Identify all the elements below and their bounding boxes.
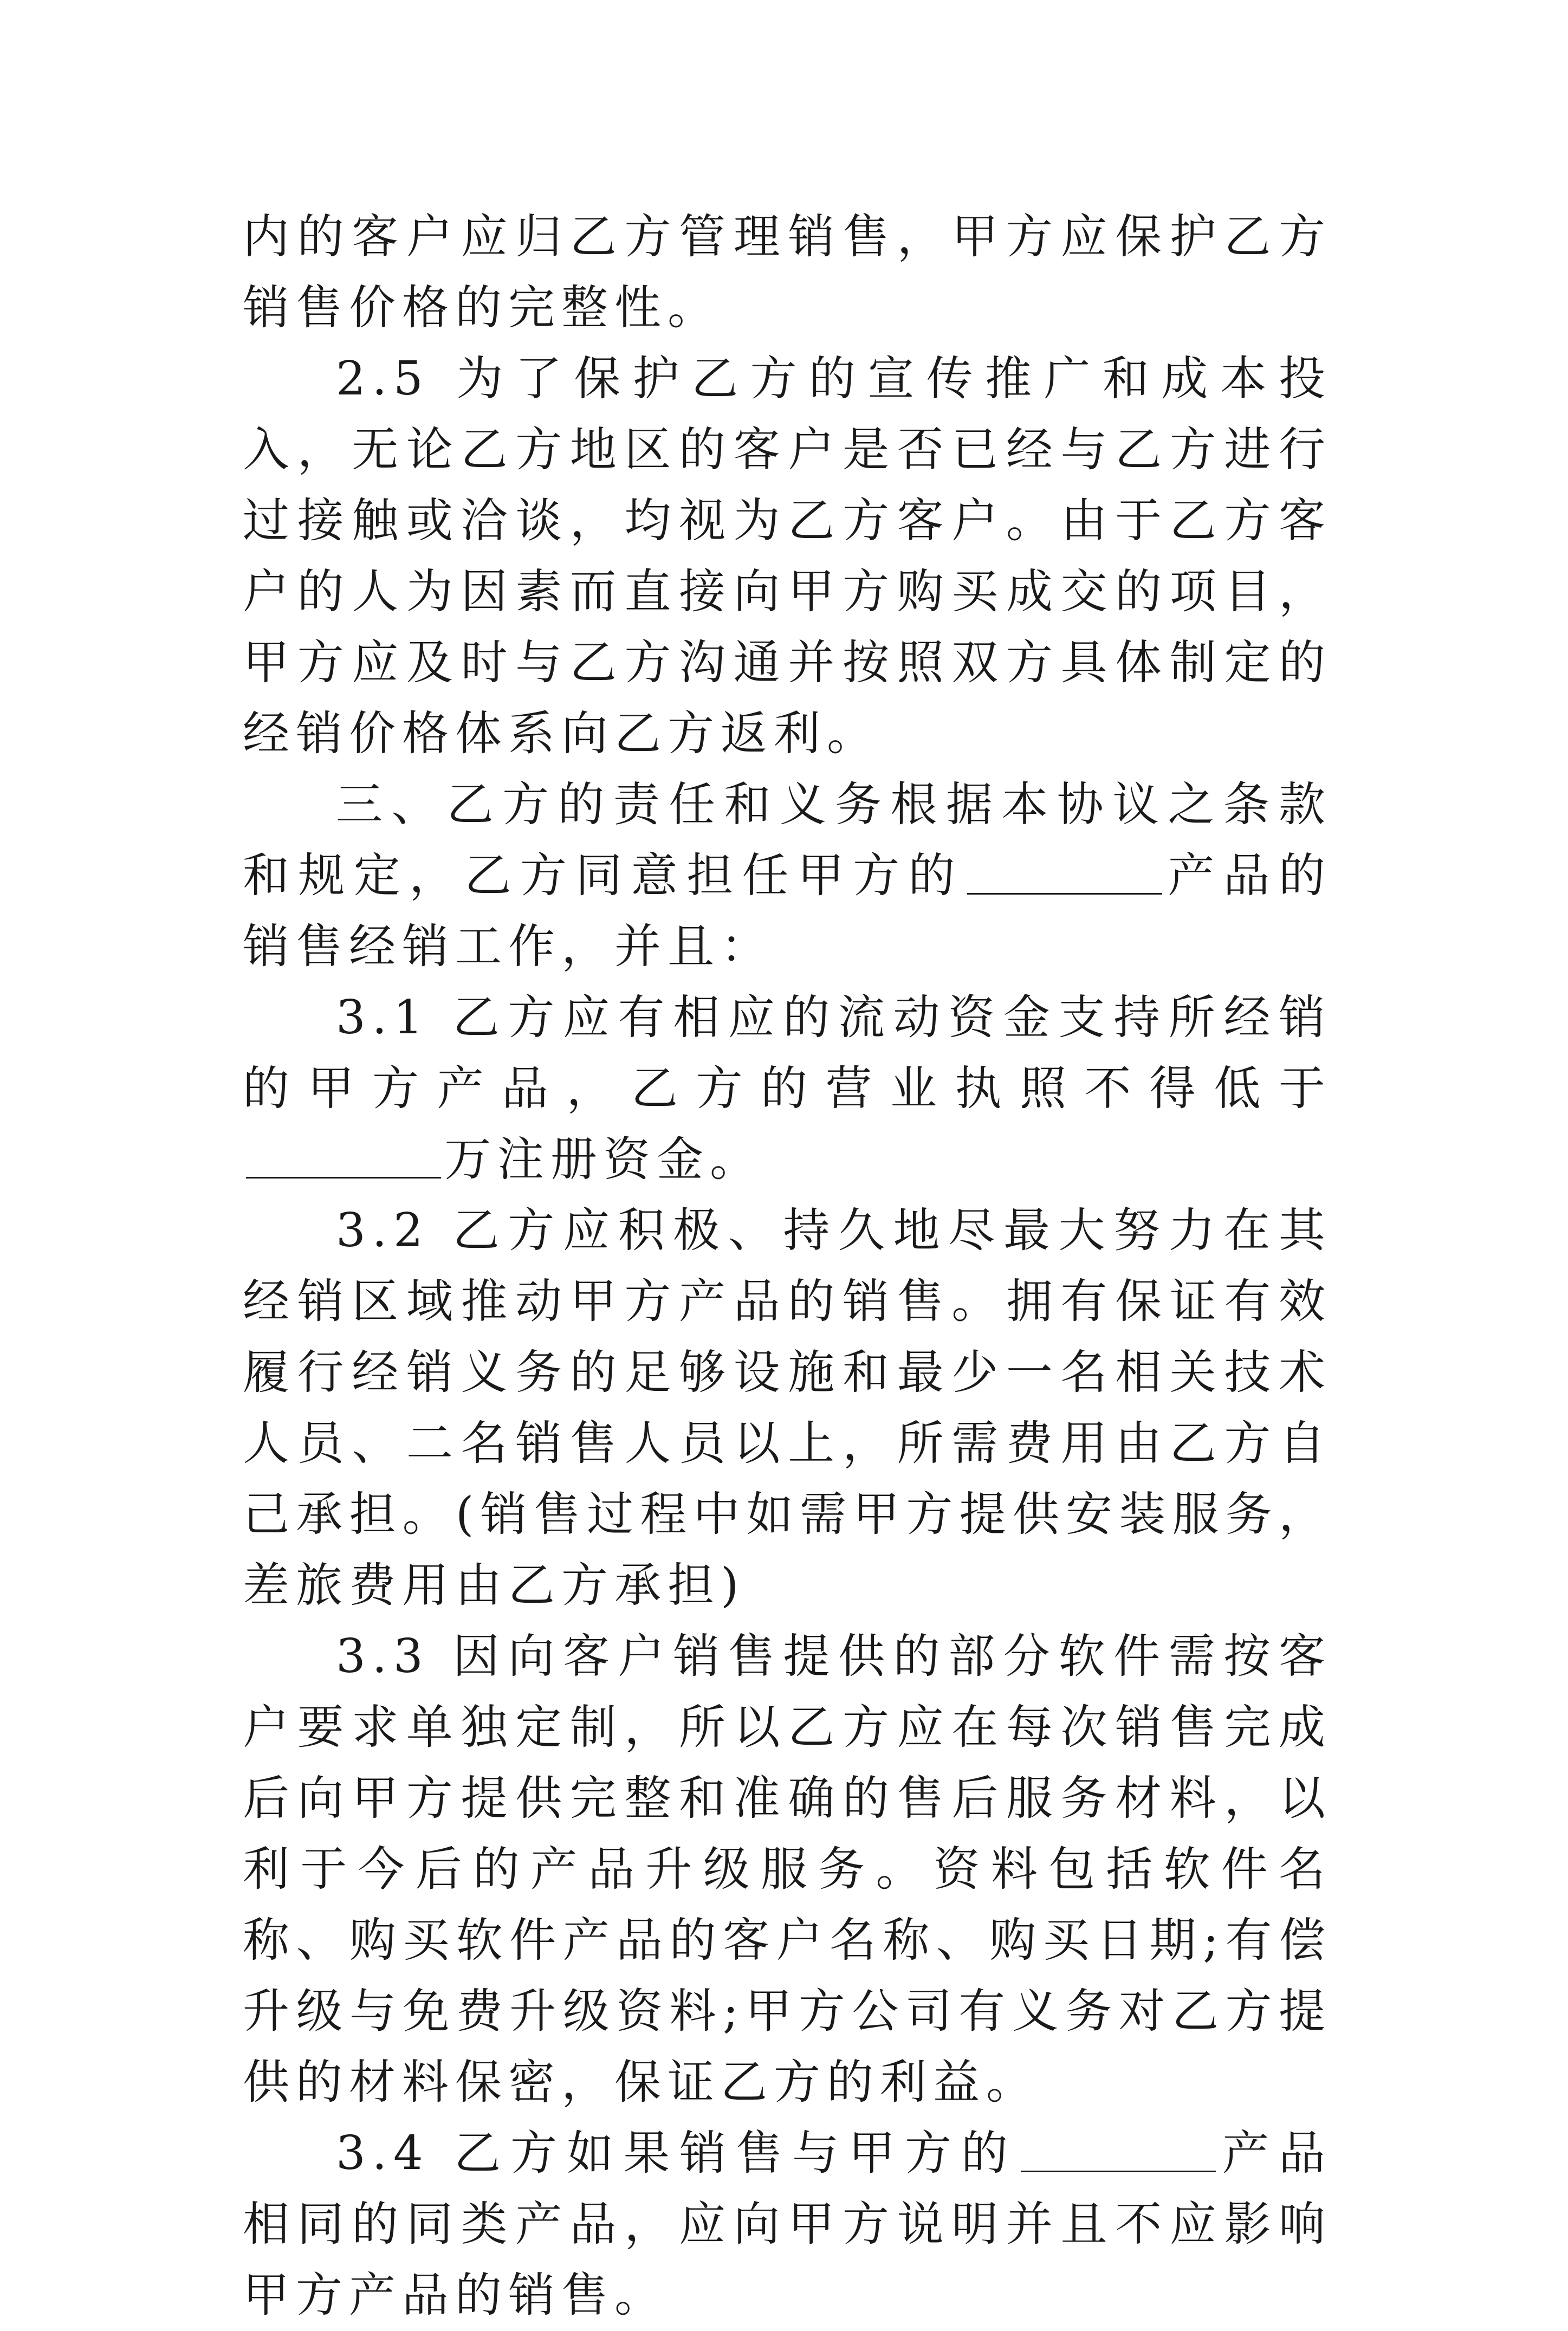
paragraph — [243, 769, 1332, 982]
fill-in-blank — [967, 846, 1162, 895]
paragraph-text: 2.5 为了保护乙方的宣传推广和成本投入，无论乙方地区的客户是否已经与乙方进行过接触或洽谈，均视为乙方客户。由于乙方客户的人为因素而直接向甲方购买成交的项目，甲方应及时与乙方沟通并按照双方具体制定的经销价格体系向乙方返利。 — [243, 352, 1332, 761]
fill-in-blank — [1021, 2124, 1216, 2172]
paragraph — [243, 1195, 1332, 1621]
paragraph-text: 产品相同的同类产品，应向甲方说明并且不应影响甲方产品的销售。 — [243, 2126, 1332, 2322]
paragraph-text: 万注册资金。 — [444, 1132, 763, 1187]
paragraph — [243, 982, 1332, 1195]
document-body — [243, 202, 1332, 2331]
paragraph — [243, 202, 1332, 344]
paragraph-text: 3.3 因向客户销售提供的部分软件需按客户要求单独定制，所以乙方应在每次销售完成后向甲方提供完整和准确的售后服务材料，以利于今后的产品升级服务。资料包括软件名称、购买软件产品的客户名称、购买日期;有偿升级与免费升级资料;甲方公司有义务对乙方提供的材料保密，保证乙方的利益。 — [243, 1629, 1332, 2109]
paragraph — [243, 2118, 1332, 2331]
paragraph-text: 3.4 乙方如果销售与甲方的 — [336, 2126, 1018, 2180]
fill-in-blank — [246, 1130, 441, 1179]
paragraph — [243, 344, 1332, 769]
paragraph-text: 3.2 乙方应积极、持久地尽最大努力在其经销区域推动甲方产品的销售。拥有保证有效履行经销义务的足够设施和最少一名相关技术人员、二名销售人员以上，所需费用由乙方自己承担。(销售过程中如需甲方提供安装服务，差旅费用由乙方承担) — [243, 1203, 1332, 1613]
paragraph-text: 产品的销售经销工作，并且： — [243, 849, 1332, 974]
paragraph-text: 三、乙方的责任和义务根据本协议之条款和规定，乙方同意担任甲方的 — [243, 778, 1332, 903]
paragraph-text: 3.1 乙方应有相应的流动资金支持所经销的甲方产品，乙方的营业执照不得低于 — [243, 990, 1332, 1116]
paragraph — [243, 1621, 1332, 2118]
paragraph-text: 内的客户应归乙方管理销售，甲方应保护乙方销售价格的完整性。 — [243, 210, 1332, 335]
